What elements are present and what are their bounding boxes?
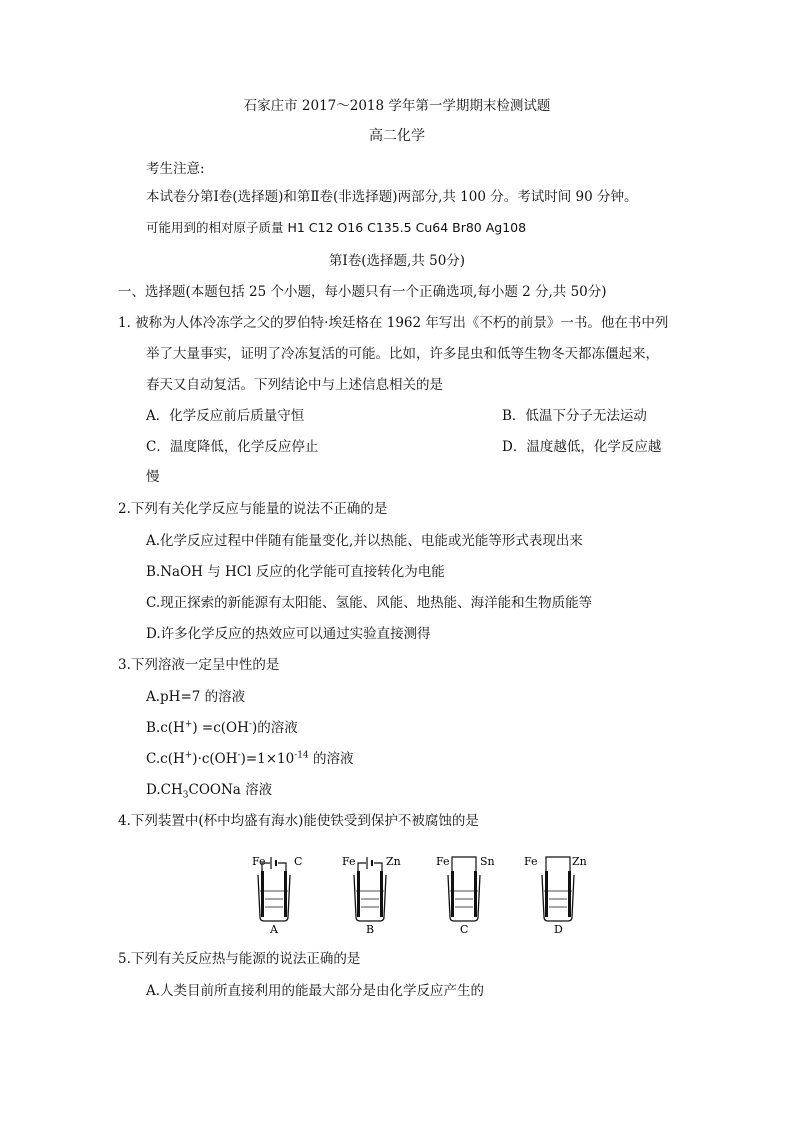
electrode-icon <box>451 871 454 917</box>
electrode-right-label: Zn <box>572 855 587 868</box>
q2-option-d: D.许多化学反应的热效应可以通过实验直接测得 <box>146 626 431 642</box>
electrode-icon <box>568 871 571 917</box>
exam-title: 石家庄市 2017～2018 学年第一学期期末检测试题 <box>243 98 551 114</box>
electrode-icon <box>357 871 360 917</box>
electrode-icon <box>545 871 548 917</box>
beaker-a <box>252 855 302 935</box>
q1-line-2: 举了大量事实，证明了冷冻复活的可能。比如，许多昆虫和低等生物冬天都冻僵起来， <box>146 346 659 362</box>
q3-option-c <box>146 750 354 768</box>
beaker-d <box>524 855 587 935</box>
q3-d-text: COONa 溶液 <box>188 782 273 798</box>
wire-icon <box>358 863 382 873</box>
electrode-icon <box>261 871 264 917</box>
q2-option-c: C.现正探索的新能源有太阳能、氢能、风能、地热能、海洋能和生物质能等 <box>146 595 593 611</box>
wire-icon <box>452 857 476 873</box>
q5-option-a: A.人类目前所直接利用的能最大部分是由化学反应产生的 <box>146 983 485 999</box>
wire-icon <box>546 857 570 873</box>
q3-c-text: )·c(OH <box>192 751 238 767</box>
q1-option-d: D．温度越低，化学反应越 <box>502 439 662 455</box>
section-instruction: 一、选择题(本题包括 25 个小题，每小题只有一个正确选项,每小题 2 分,共 50分) <box>118 284 607 300</box>
beaker-c <box>436 855 495 935</box>
electrode-right-label: Sn <box>480 855 495 868</box>
q2-stem: 2.下列有关化学反应与能量的说法不正确的是 <box>118 501 388 517</box>
electrode-left-label: Fe <box>524 855 538 868</box>
diagram-letter: C <box>460 923 469 935</box>
q3-stem: 3.下列溶液一定呈中性的是 <box>118 657 280 673</box>
q4-stem: 4.下列装置中(杯中均盛有海水)能使铁受到保护不被腐蚀的是 <box>118 813 479 829</box>
q3-b-sup: - <box>248 719 252 730</box>
q3-option-b <box>146 719 298 737</box>
q3-b-sup: + <box>184 719 193 730</box>
q3-option-d <box>146 781 272 799</box>
q1-option-d-wrap: 慢 <box>146 469 160 485</box>
electrode-icon <box>474 871 477 917</box>
q3-c-text: )=1×10 <box>240 751 295 767</box>
q1-option-c: C．温度降低，化学反应停止 <box>146 439 319 455</box>
q3-b-text: )的溶液 <box>251 720 298 736</box>
q3-c-sup: - <box>237 750 241 761</box>
q2-option-b: B.NaOH 与 HCl 反应的化学能可直接转化为电能 <box>146 564 445 580</box>
electrode-icon <box>380 871 383 917</box>
q1-option-b: B．低温下分子无法运动 <box>502 408 647 424</box>
q3-b-text: ) =c(OH <box>192 720 249 736</box>
wire-icon <box>262 863 286 873</box>
diagram-letter: A <box>270 923 278 935</box>
exam-subtitle: 高二化学 <box>369 128 425 144</box>
diagram-letter: B <box>366 923 375 935</box>
q3-d-sub: 3 <box>182 790 189 801</box>
q4-apparatus-diagrams <box>240 845 590 935</box>
electrode-left-label: Fe <box>252 855 266 868</box>
electrode-left-label: Fe <box>342 855 356 868</box>
electrode-icon <box>284 871 287 917</box>
q1-line-3: 春天又自动复活。下列结论中与上述信息相关的是 <box>146 377 443 393</box>
notice-atomic-masses: 可能用到的相对原子质量 H1 C12 O16 C135.5 Cu64 Br80 Ag108 <box>146 220 527 235</box>
q2-option-a: A.化学反应过程中伴随有能量变化,并以热能、电能或光能等形式表现出来 <box>146 533 583 549</box>
q1-line-1: 1. 被称为人体冷冻学之父的罗伯特·埃廷格在 1962 年写出《不朽的前景》一书。他在书中列 <box>118 315 669 331</box>
electrode-left-label: Fe <box>436 855 450 868</box>
q3-b-text: B.c(H <box>146 720 185 736</box>
part1-heading: 第Ⅰ卷(选择题,共 50分) <box>328 253 466 269</box>
electrode-right-label: Zn <box>386 855 401 868</box>
beaker-b <box>342 855 401 935</box>
q3-c-text: C.c(H <box>146 751 185 767</box>
q3-c-sup: + <box>184 750 193 761</box>
q3-d-text: D.CH <box>146 782 183 798</box>
q5-stem: 5.下列有关反应热与能源的说法正确的是 <box>118 951 361 967</box>
q3-option-a: A.pH=7 的溶液 <box>146 689 246 705</box>
q3-c-text: 的溶液 <box>308 751 354 767</box>
diagram-letter: D <box>554 923 563 935</box>
notice-line-1: 本试卷分第Ⅰ卷(选择题)和第Ⅱ卷(非选择题)两部分,共 100 分。考试时间 90 分钟。 <box>146 189 638 205</box>
electrode-right-label: C <box>294 855 303 868</box>
q1-option-a: A．化学反应前后质量守恒 <box>146 408 305 424</box>
q3-c-sup: -14 <box>294 750 309 761</box>
notice-heading: 考生注意: <box>146 161 205 177</box>
